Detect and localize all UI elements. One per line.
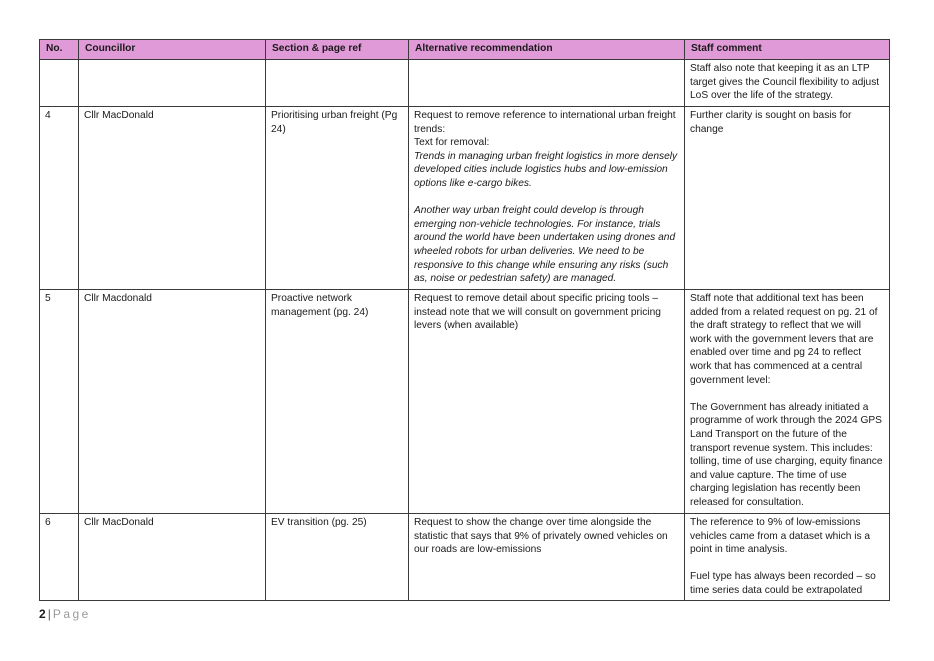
- staff-comment-paragraph: Staff note that additional text has been added from a related request on pg. 21 of the draft strategy to reflect that we will work with the government levers that are enabled over time and pg 24 to reflect work that has commenced at a central government level:: [690, 293, 878, 386]
- cell-staff-comment: Staff also note that keeping it as an LTP target gives the Council flexibility to adjust LoS over the life of the strategy.: [685, 60, 890, 107]
- cell-councillor: Cllr MacDonald: [79, 514, 266, 601]
- cell-no: [40, 60, 79, 107]
- cell-alternative: [409, 107, 685, 290]
- cell-staff-comment: [685, 514, 890, 601]
- cell-section: Prioritising urban freight (Pg 24): [266, 107, 409, 290]
- cell-section: [266, 60, 409, 107]
- page-footer: [39, 607, 91, 621]
- page-number: 2: [39, 607, 46, 621]
- cell-alternative: Request to show the change over time alongside the statistic that says that 9% of privately owned vehicles on our roads are low-emissions: [409, 514, 685, 601]
- alt-removal-label: Text for removal:: [414, 137, 490, 149]
- alt-quoted-text: Trends in managing urban freight logistics in more densely developed cities include logistics hubs and low-emission options like e-cargo bikes.: [414, 150, 678, 189]
- cell-section: Proactive network management (pg. 24): [266, 290, 409, 514]
- table-header-row: [40, 40, 890, 60]
- cell-councillor: Cllr Macdonald: [79, 290, 266, 514]
- staff-comment-paragraph: Fuel type has always been recorded – so time series data could be extrapolated: [690, 571, 876, 596]
- header-staff-comment: Staff comment: [685, 40, 890, 60]
- cell-councillor: Cllr MacDonald: [79, 107, 266, 290]
- table-row: [40, 514, 890, 601]
- cell-staff-comment: [685, 290, 890, 514]
- cell-councillor: [79, 60, 266, 107]
- footer-separator: |: [47, 607, 51, 621]
- cell-alternative: Request to remove detail about specific pricing tools – instead note that we will consult on government pricing levers (when available): [409, 290, 685, 514]
- cell-section: EV transition (pg. 25): [266, 514, 409, 601]
- header-section: Section & page ref: [266, 40, 409, 60]
- cell-no: 5: [40, 290, 79, 514]
- comments-table: [39, 39, 890, 601]
- header-no: No.: [40, 40, 79, 60]
- table-row: [40, 60, 890, 107]
- table-row: [40, 290, 890, 514]
- alt-quoted-text: Another way urban freight could develop is through emerging non-vehicle technologies. For instance, trials around the world have been undertaken using drones and wheeled robots for urban deliveries. We need to be responsive to this change while ensuring any risks (such as, noise or pedestrian safety) are managed.: [414, 205, 676, 285]
- header-alternative: Alternative recommendation: [409, 40, 685, 60]
- page-label: Page: [52, 607, 91, 621]
- alt-request-text: Request to remove reference to international urban freight trends:: [414, 110, 676, 135]
- cell-staff-comment: Further clarity is sought on basis for change: [685, 107, 890, 290]
- cell-alternative: [409, 60, 685, 107]
- header-councillor: Councillor: [79, 40, 266, 60]
- cell-no: 4: [40, 107, 79, 290]
- cell-no: 6: [40, 514, 79, 601]
- staff-comment-paragraph: The reference to 9% of low-emissions vehicles came from a dataset which is a point in time analysis.: [690, 517, 871, 556]
- staff-comment-paragraph: The Government has already initiated a programme of work through the 2024 GPS Land Transport on the future of the transport revenue system. This includes: tolling, time of use charging, equity finance and value capture. The time of use charging legislation has recently been released for consultation.: [690, 401, 883, 508]
- table-row: [40, 107, 890, 290]
